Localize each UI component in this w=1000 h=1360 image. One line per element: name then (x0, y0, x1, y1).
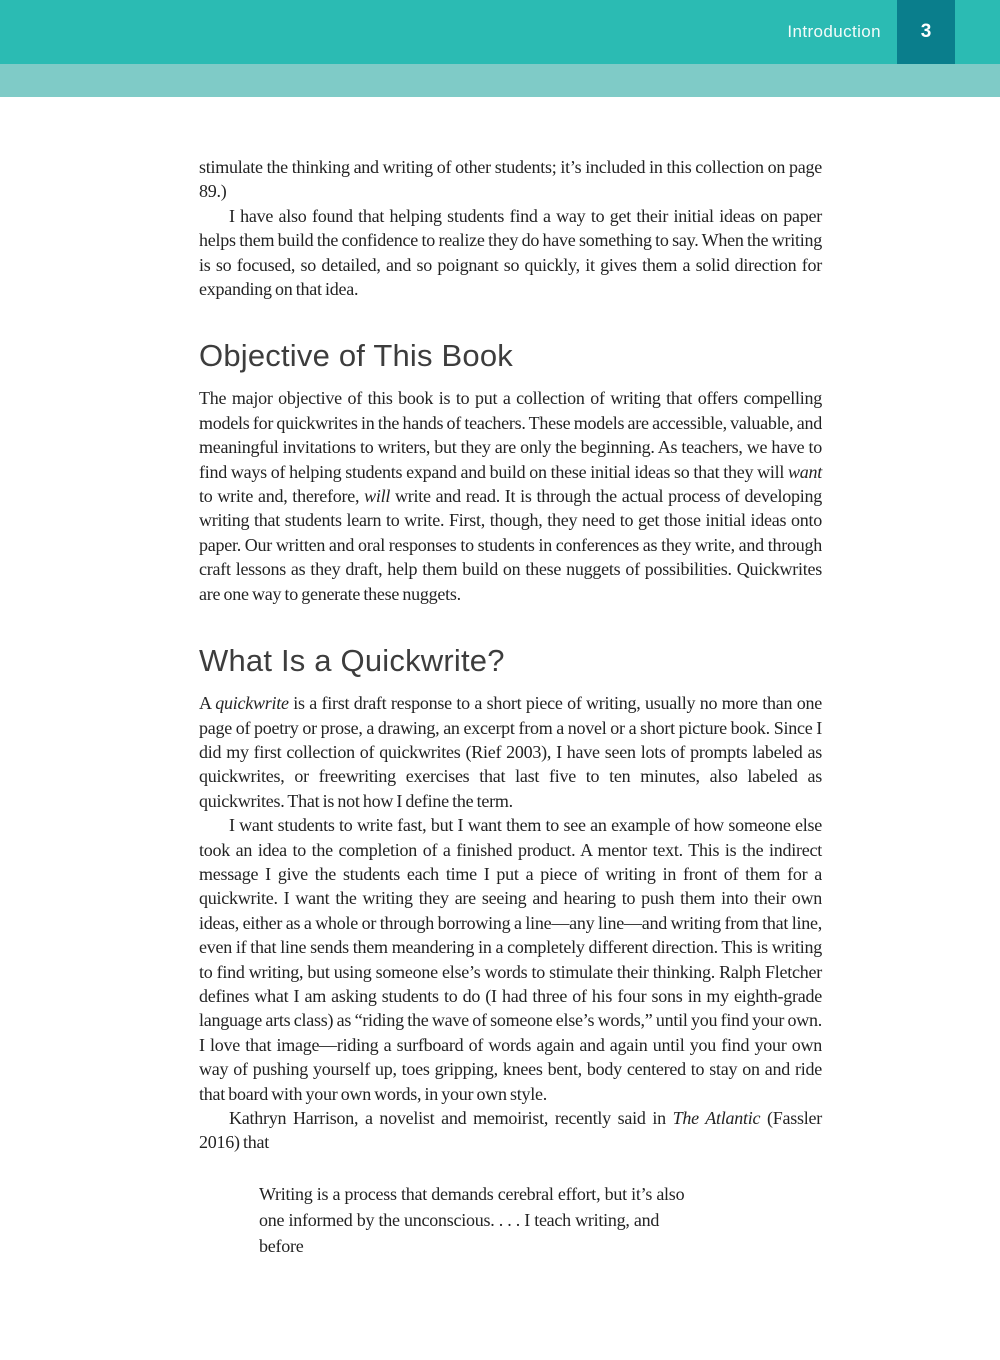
page-number-box (897, 0, 955, 64)
running-head: Introduction (787, 22, 881, 41)
paragraph: stimulate the thinking and writing of other students; it’s included in this collection on page 89.) (199, 157, 822, 202)
section-heading-quickwrite: What Is a Quickwrite? (199, 643, 505, 679)
paragraph: I have also found that helping students find a way to get their initial ideas on paper helps them build the confidence to realize they do have something to say. When the writing is so focused, so detailed, and so poignant so quickly, it gives them a solid direction for expanding on that idea. (199, 205, 822, 300)
page-header-bar (0, 0, 1000, 64)
paragraph: I want students to write fast, but I want them to see an example of how someone else took an idea to the completion of a finished product. A mentor text. This is the indirect message I give the students each time I put a piece of writing in front of them for a quickwrite. I want the writing they are seeing and hearing to push them into their own ideas, either as a whole or through borrowing a line—any line—and writing from that line, even if that line sends them meandering in a completely different direction. This is writing to find writing, but using someone else’s words to stimulate their thinking. Ralph Fletcher defines what I am asking students to do (I had three of his four sons in my eighth-grade language arts class) as “riding the wave of someone else’s words,” until you find your own. I love that image—riding a surfboard of words again and again until you find your own way of pushing yourself up, toes gripping, knees bent, body centered to stay on and ride that board with your own words, in your own style. (199, 815, 822, 1104)
header-accent-strip (0, 64, 1000, 97)
quickwrite-paragraphs (199, 691, 822, 1155)
paragraph: Kathryn Harrison, a novelist and memoirist, recently said in The Atlantic (Fassler 2016) that (199, 1108, 822, 1153)
page-body (199, 155, 822, 1259)
blockquote: Writing is a process that demands cerebral effort, but it’s also one informed by the unconscious. . . . I teach writing, and before (259, 1183, 685, 1256)
objective-paragraphs (199, 386, 822, 606)
paragraph: The major objective of this book is to put a collection of writing that offers compelling models for quickwrites in the hands of teachers. These models are accessible, valuable, and meaningful invitations to writers, but they are only the beginning. As teachers, we have to find ways of helping students expand and build on these initial ideas so that they will want to write and, therefore, will write and read. It is through the actual process of developing writing that students learn to write. First, though, they need to get those initial ideas onto paper. Our written and oral responses to students in conferences as they write, and through craft lessons as they draft, help them build on these nuggets of possibilities. Quickwrites are one way to generate these nuggets. (199, 388, 823, 604)
section-heading-objective: Objective of This Book (199, 338, 513, 374)
paragraph: A quickwrite is a first draft response to a short piece of writing, usually no more than one page of poetry or prose, a drawing, an excerpt from a novel or a short picture book. Since I did my first collection of quickwrites (Rief 2003), I have seen lots of prompts labeled as quickwrites, or freewriting exercises that last five to ten minutes, also labeled as quickwrites. That is not how I define the term. (199, 693, 822, 811)
intro-continuation-paragraphs (199, 155, 822, 301)
page-number: 3 (920, 21, 932, 42)
